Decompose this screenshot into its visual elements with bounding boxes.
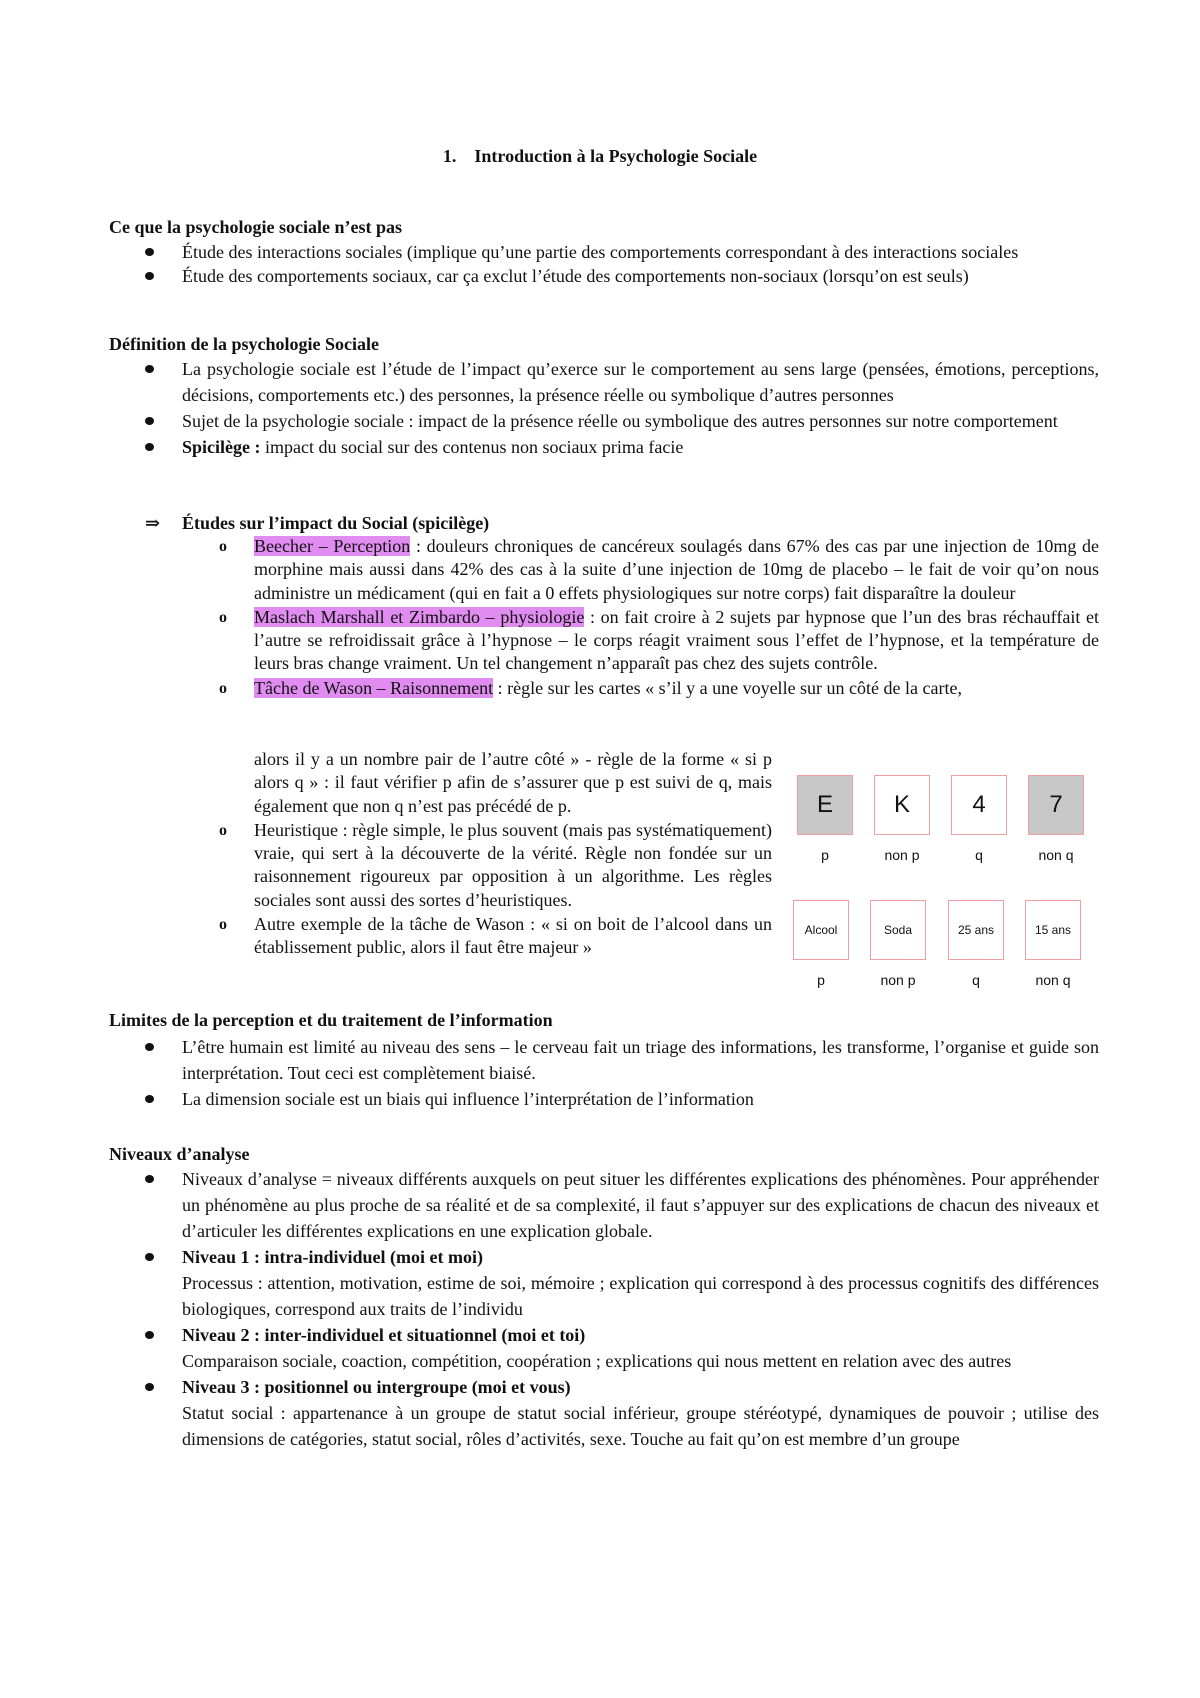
card-e: E [797,775,853,835]
bullet-icon [145,1331,154,1339]
highlight: Maslach Marshall et Zimbardo – physiologie [254,606,585,627]
studies-list [219,535,1099,700]
card-label: p [817,972,825,988]
list-item: Sujet de la psychologie sociale : impact de la présence réelle ou symbolique des autres personnes sur notre comportement [109,408,1099,434]
bullet-icon [145,443,154,451]
list-item: o Maslach Marshall et Zimbardo – physiologie : on fait croire à 2 sujets par hypnose que l’un des bras réchauffait et l’autre se refroidissait grâce à l’hypnose – le corps réagit vraiment sous l’effet de l’hypnose, et la température de leurs bras change vraiment. Un tel changement n’apparaît pas chez des sujets contrôle. [219,606,1099,674]
page-title: 1. Introduction à la Psychologie Sociale [442,146,758,166]
bullet-icon [145,1043,154,1051]
bullet-icon [145,365,154,373]
section-heading-levels: Niveaux d’analyse [109,1144,250,1164]
section-heading-limits: Limites de la perception et du traitement de l’information [109,1010,553,1030]
bullet-icon [145,417,154,425]
bullet-icon [145,272,154,280]
list-item: Niveau 1 : intra-individuel (moi et moi) Processus : attention, motivation, estime de soi, mémoire ; explication qui correspond à des processus cognitifs des différences biologiques, correspond aux traits de l’individu [109,1244,1099,1322]
section-heading-not: Ce que la psychologie sociale n’est pas [109,217,403,237]
list-item: o Tâche de Wason – Raisonnement : règle sur les cartes « s’il y a une voyelle sur un côté de la carte, [219,677,962,698]
list-levels [109,1166,1099,1452]
card-k: K [874,775,930,835]
list-item: Niveau 3 : positionnel ou intergroupe (moi et vous) Statut social : appartenance à un groupe de statut social inférieur, groupe stéréotypé, dynamiques de pouvoir ; utilise des dimensions de catégories, statut social, rôles d’activités, sexe. Touche au fait qu’on est membre d’un groupe [109,1374,1099,1452]
document-page: 1. Introduction à la Psychologie Sociale Ce que la psychologie sociale n’est pas Étude des interactions sociales (implique qu’une partie des comportements correspondant à des interactions sociales Étude des comportements sociaux, car ça exclut l’étude des comportements non-sociaux (lorsqu’on est seuls) Définition de la psychologie Sociale La psychologie sociale est l’étude de l’impact qu’exerce sur le comportement au sens large (pensées, émotions, perceptions, décisions, comportements etc.) des personnes, la présence réelle ou symbolique d’autres personnes Sujet de la psychologie sociale : impact de la présence réelle ou symbolique des autres personnes sur notre comportement Spicilège : impact du social sur des contenus non sociaux prima facie ⇒ Études sur l’impact du Social (spicilège) o Beecher – Perception : douleurs chroniques de cancéreux soulagés dans 67% des cas par une injection de 10mg de morphine mais aussi dans 42% des cas à la suite d’une injection de 10mg de placebo – le fait de voir qu’on nous administre un médicament (qui en fait a 0 effets physiologiques sur notre corps) fait disparaître la douleur o Maslach Marshall et Zimbardo – physiologie : on fait croire à 2 sujets par hypnose que l’un des bras réchauffait et l’autre se refroidissait grâce à l’hypnose – le corps réagit vraiment sous l’effet de l’hypnose, et la température de leurs bras change vraiment. Un tel changement n’apparaît pas chez des sujets contrôle. o Tâche de Wason – Raisonnement : règle sur les cartes « s’il y a une voyelle sur un côté de la carte, alors il y a un nombre pair de l’autre côté » - règle de la forme « si p alors q » : il faut vérifier p afin de s’assurer que p est suivi de q, mais également que non q n’est pas précédé de p. o Heuristique : règle simple, le plus souvent (mais pas systématiquement) vraie, qui sert à la découverte de la vérité. Règle non fondée sur un raisonnement rigoureux par opposition à un algorithme. Les règles sociales sont aussi des sortes d’heuristiques. o Autre exemple de la tâche de Wason : « si on boit de l’alcool dans un établissement public, alors il faut être majeur » E K 4 7 p non p q non q Alcool Soda 25 ans 15 ans p non p q non q Limites de la perception et du traitement de l’information L’être humain est limité au niveau des sens – le cerveau fait un triage des informations, les transforme, l’organise et guide son interprétation. Tout ceci est complètement biaisé. La dimension sociale est un biais qui influence l’interprétation de l’information Niveaux d’analyse Niveaux d’analyse = niveaux différents auxquels on peut situer les différentes explications des phénomènes. Pour appréhender un phénomène au plus proche de sa réalité et de sa complexité, il faut s’appuyer sur des explications de chacun des niveaux et d’articuler les différentes explications en une explication globale. Niveau 1 : intra-individuel (moi et moi) Processus : attention, motivation, estime de soi, mémoire ; explication qui correspond à des processus cognitifs des différences biologiques, correspond aux traits de l’individu Niveau 2 : inter-individuel et situationnel (moi et toi) Comparaison sociale, coaction, compétition, coopération ; explications qui nous mettent en relation avec des autres Niveau 3 : positionnel ou intergroupe (moi et vous) Statut social : appartenance à un groupe de statut social inférieur, groupe stéréotypé, dynamiques de pouvoir ; utilise des dimensions de catégories, statut social, rôles d’activités, sexe. Touche au fait qu’on est membre d’un groupe [0,0,1200,1698]
card-label: non q [1038,847,1074,863]
card-label: non p [884,847,920,863]
arrow-right-icon: ⇒ [145,513,161,533]
highlight: Beecher – Perception [254,536,411,556]
card-soda: Soda [870,900,926,960]
list-item: o Heuristique : règle simple, le plus souvent (mais pas systématiquement) vraie, qui sert à la découverte de la vérité. Règle non fondée sur un raisonnement rigoureux par opposition à un algorithme. Les règles sociales sont aussi des sortes d’heuristiques. [219,819,772,910]
card-15-ans: 15 ans [1025,900,1081,960]
bullet-icon [145,1095,154,1103]
bullet-icon [145,248,154,256]
list-item: Étude des comportements sociaux, car ça exclut l’étude des comportements non-sociaux (lorsqu’on est seuls) [109,263,1099,289]
list-item: Niveaux d’analyse = niveaux différents auxquels on peut situer les différentes explications des phénomènes. Pour appréhender un phénomène au plus proche de sa réalité et de sa complexité, il faut s’appuyer sur des explications de chacun des niveaux et d’articuler les différentes explications en une explication globale. [109,1166,1099,1244]
bullet-icon [145,1253,154,1261]
card-25-ans: 25 ans [948,900,1004,960]
studies-list-narrow [219,748,772,960]
list-item: La psychologie sociale est l’étude de l’impact qu’exerce sur le comportement au sens large (pensées, émotions, perceptions, décisions, comportements etc.) des personnes, la présence réelle ou symbolique d’autres personnes [109,356,1099,408]
section-heading-definition: Définition de la psychologie Sociale [109,334,379,354]
card-label: non p [880,972,916,988]
card-label: non q [1035,972,1071,988]
bullet-icon [145,1383,154,1391]
highlight: Tâche de Wason – Raisonnement [254,677,494,698]
list-item: Étude des interactions sociales (implique qu’une partie des comportements correspondant à des interactions sociales [109,239,1099,265]
card-label: p [821,847,829,863]
card-label: q [972,972,980,988]
card-7: 7 [1028,775,1084,835]
list-definition [109,356,1099,460]
list-item: Niveau 2 : inter-individuel et situationnel (moi et toi) Comparaison sociale, coaction, compétition, coopération ; explications qui nous mettent en relation avec des autres [109,1322,1099,1374]
list-item: La dimension sociale est un biais qui influence l’interprétation de l’information [109,1086,1099,1112]
list-item: o Beecher – Perception : douleurs chroniques de cancéreux soulagés dans 67% des cas par une injection de 10mg de morphine mais aussi dans 42% des cas à la suite d’une injection de 10mg de placebo – le fait de voir qu’on nous administre un médicament (qui en fait a 0 effets physiologiques sur notre corps) fait disparaître la douleur [219,536,1099,603]
wason-cards-figure [793,770,1093,990]
card-label: q [975,847,983,863]
list-item: L’être humain est limité au niveau des sens – le cerveau fait un triage des informations, les transforme, l’organise et guide son interprétation. Tout ceci est complètement biaisé. [109,1034,1099,1086]
list-limits [109,1034,1099,1112]
list-not [109,239,1099,289]
list-item-continued: alors il y a un nombre pair de l’autre côté » - règle de la forme « si p alors q » : il faut vérifier p afin de s’assurer que p est suivi de q, mais également que non q n’est pas précédé de p. [254,749,772,816]
card-alcool: Alcool [793,900,849,960]
list-item: o Autre exemple de la tâche de Wason : « si on boit de l’alcool dans un établissement public, alors il faut être majeur » [219,914,772,958]
list-item: Spicilège : impact du social sur des contenus non sociaux prima facie [109,434,1099,460]
card-4: 4 [951,775,1007,835]
bullet-icon [145,1175,154,1183]
